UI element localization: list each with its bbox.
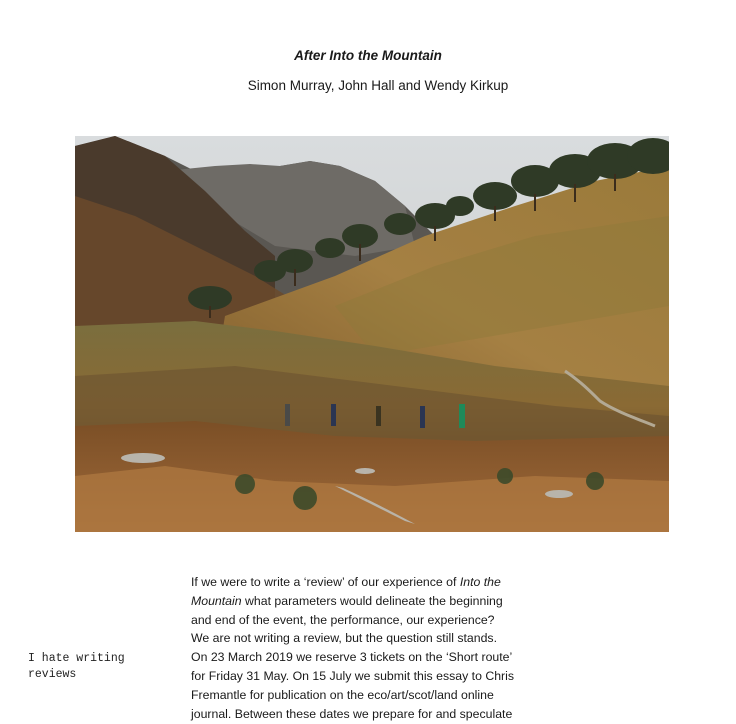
work-title-emphasis: Mountain: [191, 593, 242, 608]
body-line: [191, 573, 551, 592]
margin-note-line: reviews: [28, 668, 77, 681]
body-text-segment: what parameters would delineate the beginning: [241, 593, 503, 608]
document-authors: Simon Murray, John Hall and Wendy Kirkup: [247, 78, 509, 93]
work-title-emphasis: Into the: [459, 575, 501, 589]
body-line: Fremantle for publication on the eco/art/scot/land online: [191, 687, 494, 702]
margin-note-line: I hate writing: [28, 652, 125, 665]
landscape-photo: [75, 136, 669, 532]
body-line: [191, 592, 551, 611]
body-line: We are not writing a review, but the question still stands.: [191, 631, 497, 646]
body-paragraph: [191, 573, 551, 723]
margin-note: [28, 651, 168, 683]
body-line: journal. Between these dates we prepare for and speculate: [191, 706, 513, 721]
body-line: for Friday 31 May. On 15 July we submit this essay to Chris: [191, 668, 515, 683]
document-title: After Into the Mountain: [294, 48, 442, 63]
body-text-segment: If we were to write a ‘review’ of our experience of: [191, 575, 460, 589]
body-line: and end of the event, the performance, our experience?: [191, 612, 495, 627]
body-line: On 23 March 2019 we reserve 3 tickets on the ‘Short route’: [191, 650, 513, 665]
